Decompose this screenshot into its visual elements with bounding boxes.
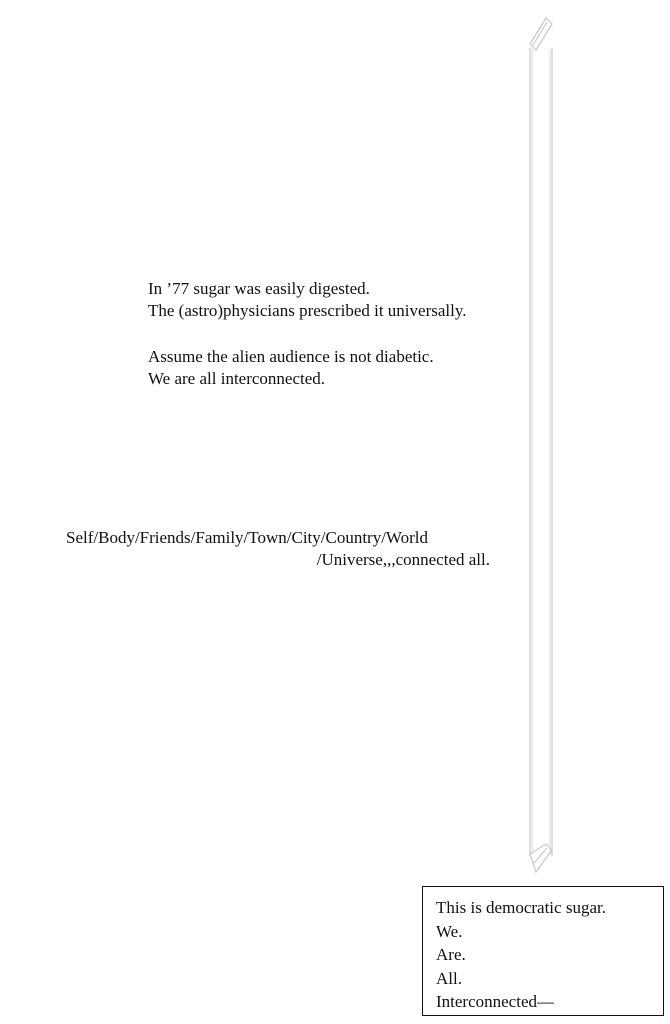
poem-line: /Universe,,,connected all. [316,550,490,569]
stanza-alien-audience [148,346,434,390]
poem-line: The (astro)physicians prescribed it universally. [148,301,467,320]
box-line: All. [436,968,462,988]
poem-line: Assume the alien audience is not diabetic. [148,347,434,366]
poem-line: In ’77 sugar was easily digested. [148,279,370,298]
poem-line: Self/Body/Friends/Family/Town/City/Country/World [66,528,429,547]
box-line: Are. [436,945,466,964]
box-line: Interconnected— [436,992,554,1011]
stanza-sugar-77 [148,278,467,322]
connected-all-block [66,527,490,571]
box-line: We. [436,921,463,941]
box-line: This is democratic sugar. [436,898,606,917]
poem-line: We are all interconnected. [148,369,326,388]
pillar-illustration [526,14,556,874]
democratic-sugar-box [422,886,664,1016]
